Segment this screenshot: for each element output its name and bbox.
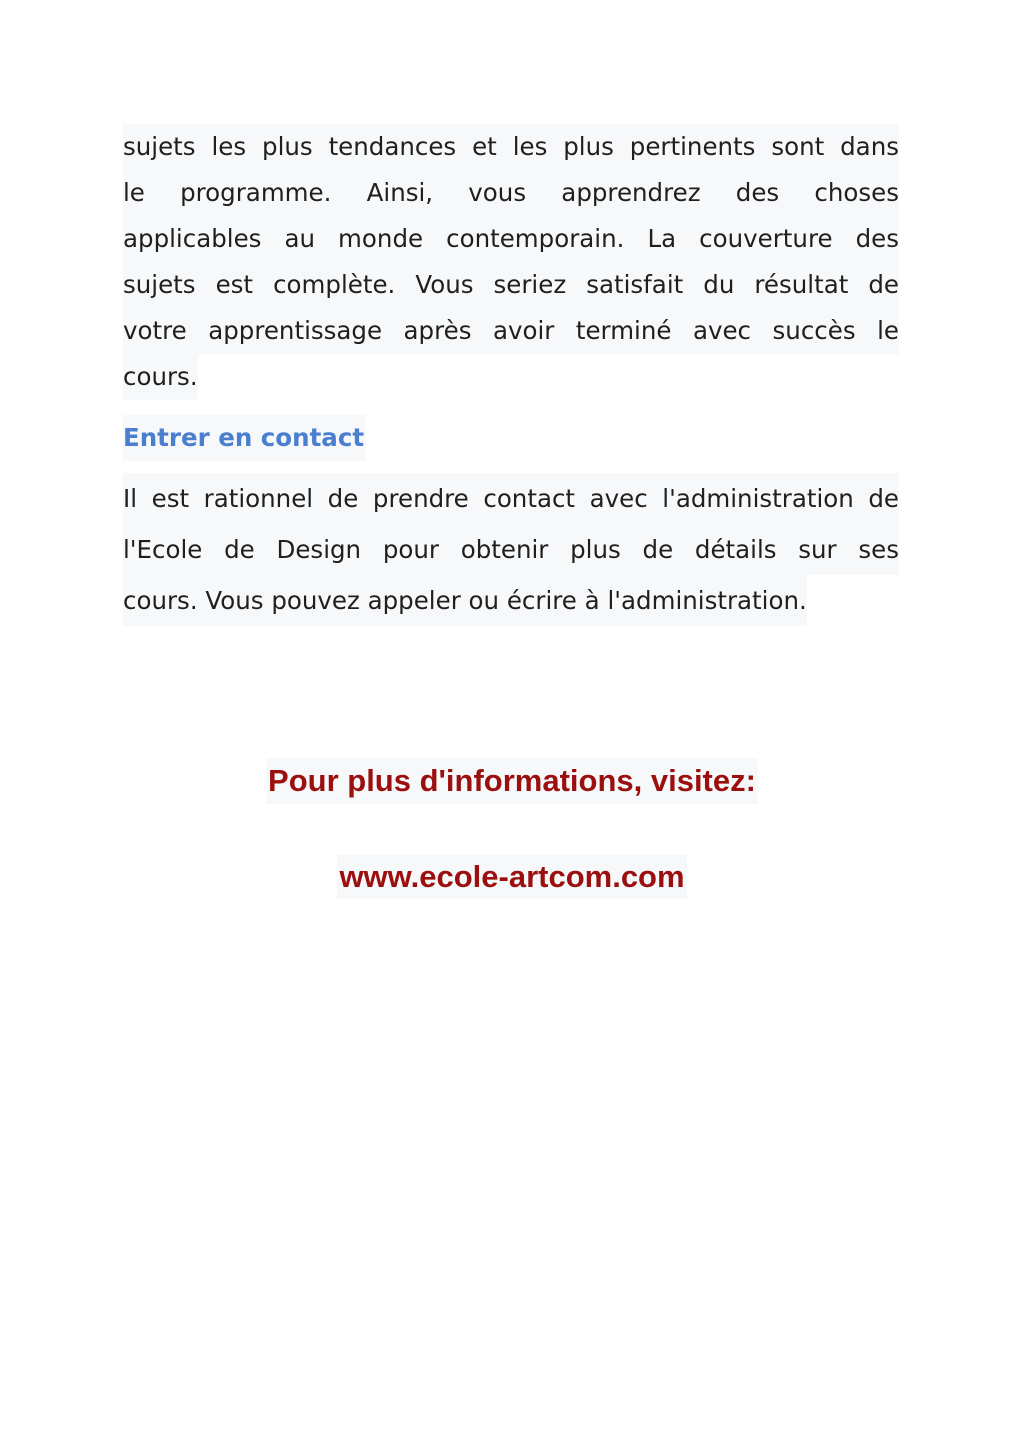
intro-paragraph	[123, 124, 899, 400]
intro-line: applicables au monde contemporain. La couverture des	[123, 216, 899, 262]
website-link[interactable]: www.ecole-artcom.com	[337, 855, 686, 899]
contact-line: Il est rationnel de prendre contact avec l'administration de	[123, 473, 899, 524]
intro-line: sujets est complète. Vous seriez satisfait du résultat de	[123, 262, 899, 308]
footer-title-text: Pour plus d'informations, visitez:	[266, 758, 758, 804]
contact-line: cours. Vous pouvez appeler ou écrire à l'administration.	[123, 575, 807, 626]
intro-line: sujets les plus tendances et les plus pertinents sont dans	[123, 124, 899, 170]
intro-line: votre apprentissage après avoir terminé avec succès le	[123, 308, 899, 354]
document-content	[123, 124, 899, 626]
intro-line: cours.	[123, 354, 198, 400]
contact-heading: Entrer en contact	[123, 415, 366, 461]
footer-title	[0, 758, 1024, 804]
footer-url[interactable]	[0, 855, 1024, 899]
contact-paragraph	[123, 473, 899, 626]
contact-line: l'Ecole de Design pour obtenir plus de détails sur ses	[123, 524, 899, 575]
intro-line: le programme. Ainsi, vous apprendrez des choses	[123, 170, 899, 216]
